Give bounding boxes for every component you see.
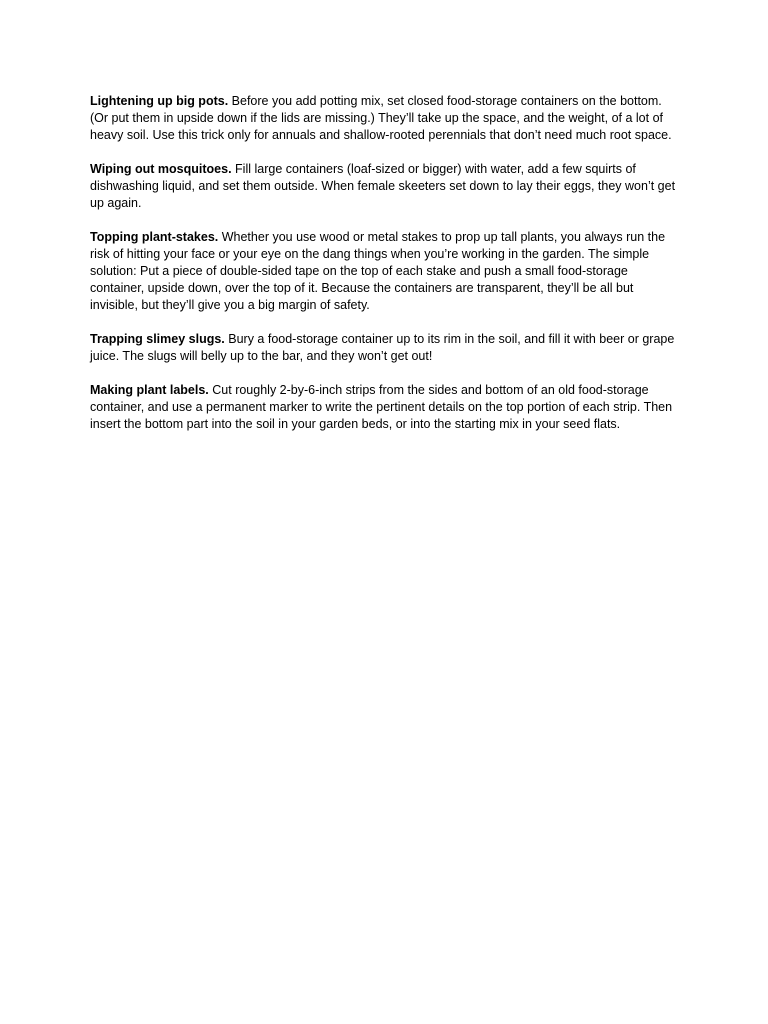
tip-title: Lightening up big pots.: [90, 94, 229, 108]
tip-title: Wiping out mosquitoes.: [90, 162, 232, 176]
tip-slugs: [90, 331, 682, 365]
tip-plant-labels: [90, 382, 682, 433]
tip-title: Making plant labels.: [90, 383, 209, 397]
tip-body: Cut roughly 2-by-6-inch strips from the sides and bottom of an old food-storage container, and use a permanent marker to write the pertinent details on the top portion of each strip. Then insert the bottom part into the soil in your garden beds, or into the starting mix in your seed flats.: [90, 383, 673, 431]
document-body: [90, 93, 682, 450]
tip-body: Bury a food-storage container up to its rim in the soil, and fill it with beer or grape juice. The slugs will belly up to the bar, and they won’t get out!: [90, 332, 675, 363]
tip-lightening-pots: [90, 93, 682, 144]
tip-body: Fill large containers (loaf-sized or bigger) with water, add a few squirts of dishwashing liquid, and set them outside. When female skeeters set down to lay their eggs, they won’t get up again.: [90, 162, 676, 210]
tip-body: Before you add potting mix, set closed food-storage containers on the bottom. (Or put them in upside down if the lids are missing.) They’ll take up the space, and the weight, of a lot of heavy soil. Use this trick only for annuals and shallow-rooted perennials that don’t need much root space.: [90, 94, 672, 142]
tip-title: Trapping slimey slugs.: [90, 332, 225, 346]
tip-mosquitoes: [90, 161, 682, 212]
tip-title: Topping plant-stakes.: [90, 230, 219, 244]
tip-body: Whether you use wood or metal stakes to prop up tall plants, you always run the risk of hitting your face or your eye on the dang things when you’re working in the garden. The simple solution: Put a piece of double-sided tape on the top of each stake and push a small food-storage container, upside down, over the top of it. Because the containers are transparent, they’ll be all but invisible, but they’ll give you a big margin of safety.: [90, 230, 666, 312]
tip-plant-stakes: [90, 229, 682, 314]
